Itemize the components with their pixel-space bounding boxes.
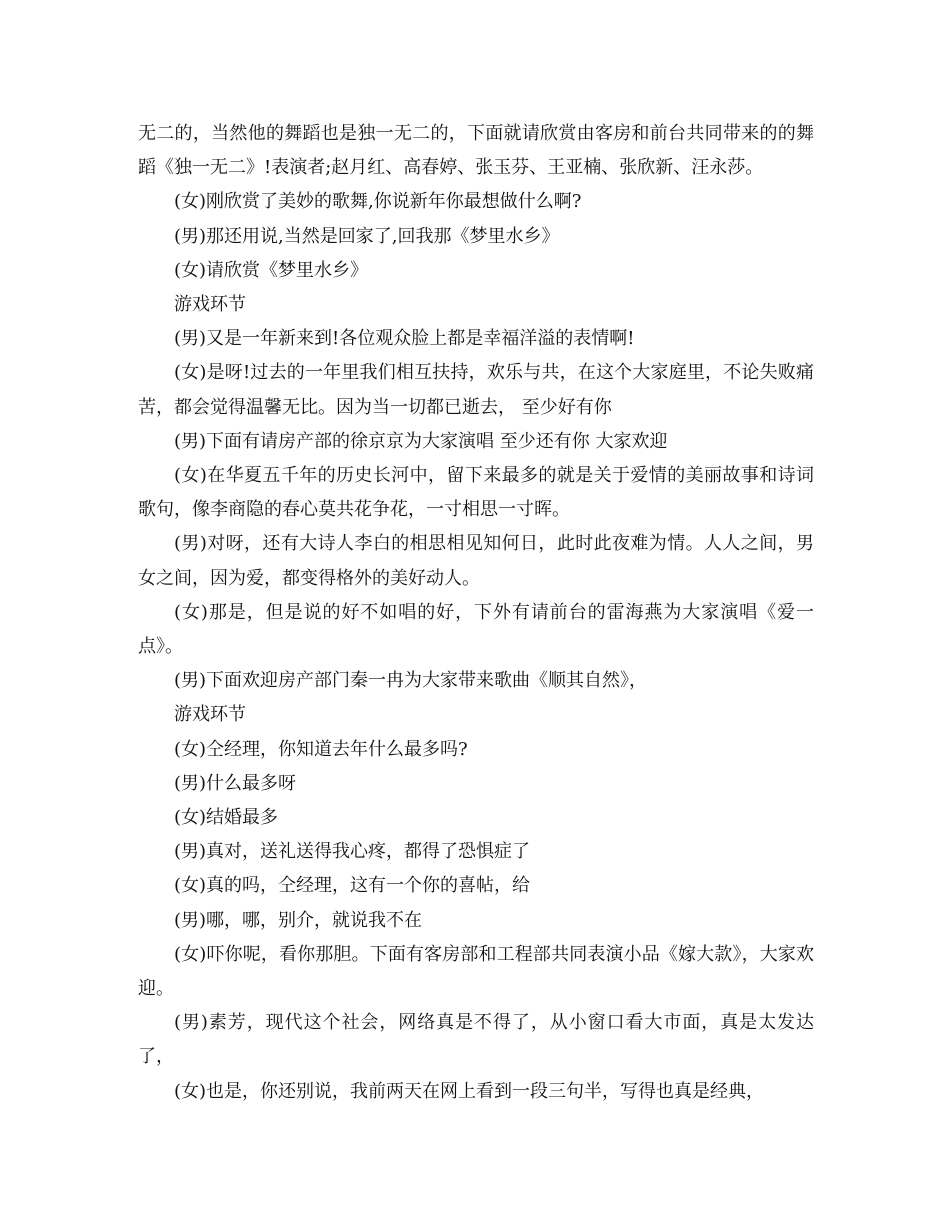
- paragraph: (男)又是一年新来到!各位观众脸上都是幸福洋溢的表情啊!: [174, 328, 635, 350]
- paragraph: (男)什么最多呀: [174, 772, 297, 794]
- paragraph: (女)在华夏五千年的历史长河中，留下来最多的就是关于爱情的美丽故事和诗词歌句，像李商隐的春心莫共花争花，一寸相思一寸晖。: [138, 465, 814, 521]
- paragraph: (女)是呀!过去的一年里我们相互扶持，欢乐与共，在这个大家庭里，不论失败痛苦，都会觉得温馨无比。因为当一切都已逝去， 至少好有你: [138, 362, 814, 418]
- paragraph: 无二的，当然他的舞蹈也是独一无二的，下面就请欣赏由客房和前台共同带来的的舞蹈《独一无二》!表演者;赵月红、高春婷、张玉芬、王亚楠、张欣新、汪永莎。: [138, 123, 814, 179]
- paragraph: (女)那是，但是说的好不如唱的好，下外有请前台的雷海燕为大家演唱《爱一点》。: [138, 601, 814, 658]
- paragraph: (男)素芳，现代这个社会，网络真是不得了，从小窗口看大市面，真是太发达了，: [138, 1012, 814, 1068]
- paragraph: (男)那还用说,当然是回家了,回我那《梦里水乡》: [174, 225, 560, 247]
- paragraph: (男)下面有请房产部的徐京京为大家演唱 至少还有你 大家欢迎: [174, 430, 668, 452]
- paragraph: (女)请欣赏《梦里水乡》: [174, 259, 369, 281]
- paragraph: (男)下面欢迎房产部门秦一冉为大家带来歌曲《顺其自然》，: [174, 670, 648, 692]
- section-heading: 游戏环节: [174, 294, 246, 316]
- paragraph: (男)对呀，还有大诗人李白的相思相见知何日，此时此夜难为情。人人之间，男女之间，因为爱，都变得格外的美好动人。: [138, 533, 814, 589]
- paragraph: (女)真的吗，仝经理，这有一个你的喜帖，给: [174, 875, 531, 897]
- paragraph: (女)刚欣赏了美妙的歌舞,你说新年你最想做什么啊?: [174, 191, 582, 213]
- section-heading: 游戏环节: [174, 704, 246, 726]
- paragraph: (女)吓你呢，看你那胆。下面有客房部和工程部共同表演小品《嫁大款》，大家欢迎。: [138, 943, 814, 1000]
- paragraph: (女)也是，你还别说，我前两天在网上看到一段三句半，写得也真是经典，: [174, 1080, 765, 1102]
- paragraph: (男)真对，送礼送得我心疼，都得了恐惧症了: [174, 841, 531, 863]
- paragraph: (女)仝经理，你知道去年什么最多吗?: [174, 738, 468, 760]
- paragraph: (男)哪，哪，别介，就说我不在: [174, 909, 423, 931]
- paragraph: (女)结婚最多: [174, 807, 279, 829]
- document-body: [138, 117, 814, 1109]
